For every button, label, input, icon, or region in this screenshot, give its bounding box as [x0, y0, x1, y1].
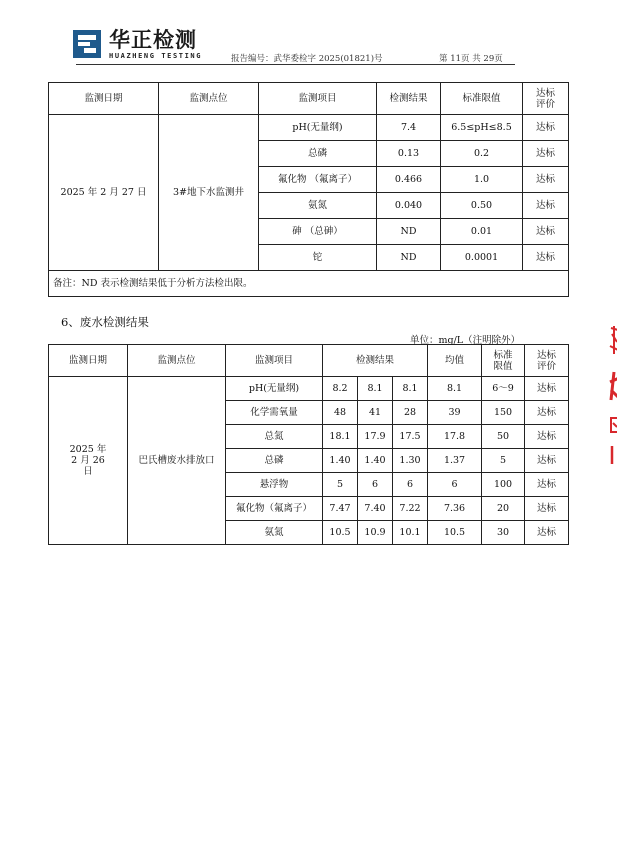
col-header-date: 监测日期 — [49, 345, 128, 377]
result-cell: 28 — [393, 401, 428, 425]
col-header-date: 监测日期 — [49, 83, 159, 115]
result-cell: 1.40 — [323, 449, 358, 473]
limit-cell: 6.5≤pH≤8.5 — [441, 115, 523, 141]
table-row — [49, 377, 569, 401]
table-row — [49, 115, 569, 141]
unit-label: 单位：mg/L（注明除外） — [410, 335, 521, 346]
result-cell: ND — [377, 219, 441, 245]
eval-cell: 达标 — [525, 497, 569, 521]
col-header-limit: 标准限值 — [441, 83, 523, 115]
eval-cell: 达标 — [523, 167, 569, 193]
section-title: 6、废水检测结果 — [61, 315, 149, 329]
mean-cell: 6 — [428, 473, 482, 497]
col-header-location: 监测点位 — [128, 345, 226, 377]
result-cell: 8.1 — [393, 377, 428, 401]
item-cell: 氨氮 — [259, 193, 377, 219]
result-cell: 0.466 — [377, 167, 441, 193]
company-name-en: HUAZHENG TESTING — [109, 52, 203, 60]
report-header — [73, 28, 518, 66]
limit-cell: 100 — [482, 473, 525, 497]
item-cell: 总磷 — [226, 449, 323, 473]
result-cell: 0.13 — [377, 141, 441, 167]
result-cell: 1.40 — [358, 449, 393, 473]
limit-cell: 0.0001 — [441, 245, 523, 271]
table-header-row — [49, 345, 569, 377]
limit-cell: 30 — [482, 521, 525, 545]
result-cell: 0.040 — [377, 193, 441, 219]
mean-cell: 1.37 — [428, 449, 482, 473]
result-cell: 10.9 — [358, 521, 393, 545]
mean-cell: 7.36 — [428, 497, 482, 521]
result-cell: 48 — [323, 401, 358, 425]
limit-cell: 20 — [482, 497, 525, 521]
item-cell: 化学需氧量 — [226, 401, 323, 425]
eval-cell: 达标 — [525, 377, 569, 401]
col-header-result: 检测结果 — [323, 345, 428, 377]
table-header-row — [49, 83, 569, 115]
col-header-result: 检测结果 — [377, 83, 441, 115]
limit-cell: 150 — [482, 401, 525, 425]
header-divider — [76, 64, 515, 65]
eval-cell: 达标 — [523, 193, 569, 219]
table-note: 备注：ND 表示检测结果低于分析方法检出限。 — [49, 271, 569, 297]
item-cell: 总氮 — [226, 425, 323, 449]
eval-cell: 达标 — [523, 245, 569, 271]
wastewater-results-table — [48, 344, 569, 545]
result-cell: 6 — [393, 473, 428, 497]
mean-cell: 8.1 — [428, 377, 482, 401]
col-header-item: 监测项目 — [226, 345, 323, 377]
result-cell: 5 — [323, 473, 358, 497]
col-header-mean: 均值 — [428, 345, 482, 377]
col-header-location: 监测点位 — [159, 83, 259, 115]
eval-cell: 达标 — [523, 219, 569, 245]
groundwater-results-table — [48, 82, 569, 297]
col-header-eval: 达标评价 — [525, 345, 569, 377]
limit-cell: 50 — [482, 425, 525, 449]
monitoring-date: 2025 年 2 月 27 日 — [49, 115, 159, 271]
item-cell: 氟化物（氟离子） — [226, 497, 323, 521]
official-seal-fragment — [608, 320, 617, 465]
result-cell: ND — [377, 245, 441, 271]
result-cell: 17.9 — [358, 425, 393, 449]
item-cell: pH(无量纲) — [226, 377, 323, 401]
monitoring-location: 巴氏槽废水排放口 — [128, 377, 226, 545]
note-row — [49, 271, 569, 297]
eval-cell: 达标 — [525, 473, 569, 497]
limit-cell: 0.2 — [441, 141, 523, 167]
result-cell: 18.1 — [323, 425, 358, 449]
page-number: 第 11页 共 29页 — [439, 54, 503, 64]
item-cell: 氟化物 （氟离子） — [259, 167, 377, 193]
result-cell: 6 — [358, 473, 393, 497]
result-cell: 1.30 — [393, 449, 428, 473]
monitoring-date: 2025 年 2 月 26 日 — [49, 377, 128, 545]
col-header-limit: 标准限值 — [482, 345, 525, 377]
limit-cell: 1.0 — [441, 167, 523, 193]
result-cell: 41 — [358, 401, 393, 425]
item-cell: pH(无量纲) — [259, 115, 377, 141]
report-number: 报告编号：武华委检字 2025(01821)号 — [231, 54, 383, 64]
result-cell: 7.22 — [393, 497, 428, 521]
company-logo-icon — [73, 30, 101, 58]
result-cell: 7.47 — [323, 497, 358, 521]
item-cell: 总磷 — [259, 141, 377, 167]
result-cell: 10.5 — [323, 521, 358, 545]
mean-cell: 10.5 — [428, 521, 482, 545]
limit-cell: 6～9 — [482, 377, 525, 401]
mean-cell: 39 — [428, 401, 482, 425]
col-header-item: 监测项目 — [259, 83, 377, 115]
result-cell: 8.2 — [323, 377, 358, 401]
col-header-eval: 达标评价 — [523, 83, 569, 115]
item-cell: 铊 — [259, 245, 377, 271]
limit-cell: 0.50 — [441, 193, 523, 219]
item-cell: 砷 （总砷） — [259, 219, 377, 245]
eval-cell: 达标 — [523, 141, 569, 167]
eval-cell: 达标 — [523, 115, 569, 141]
item-cell: 氨氮 — [226, 521, 323, 545]
monitoring-location: 3#地下水监测井 — [159, 115, 259, 271]
mean-cell: 17.8 — [428, 425, 482, 449]
eval-cell: 达标 — [525, 449, 569, 473]
result-cell: 7.40 — [358, 497, 393, 521]
company-name: 华正检测 — [109, 28, 197, 52]
result-cell: 8.1 — [358, 377, 393, 401]
eval-cell: 达标 — [525, 521, 569, 545]
result-cell: 7.4 — [377, 115, 441, 141]
result-cell: 10.1 — [393, 521, 428, 545]
eval-cell: 达标 — [525, 425, 569, 449]
item-cell: 悬浮物 — [226, 473, 323, 497]
limit-cell: 0.01 — [441, 219, 523, 245]
eval-cell: 达标 — [525, 401, 569, 425]
result-cell: 17.5 — [393, 425, 428, 449]
limit-cell: 5 — [482, 449, 525, 473]
